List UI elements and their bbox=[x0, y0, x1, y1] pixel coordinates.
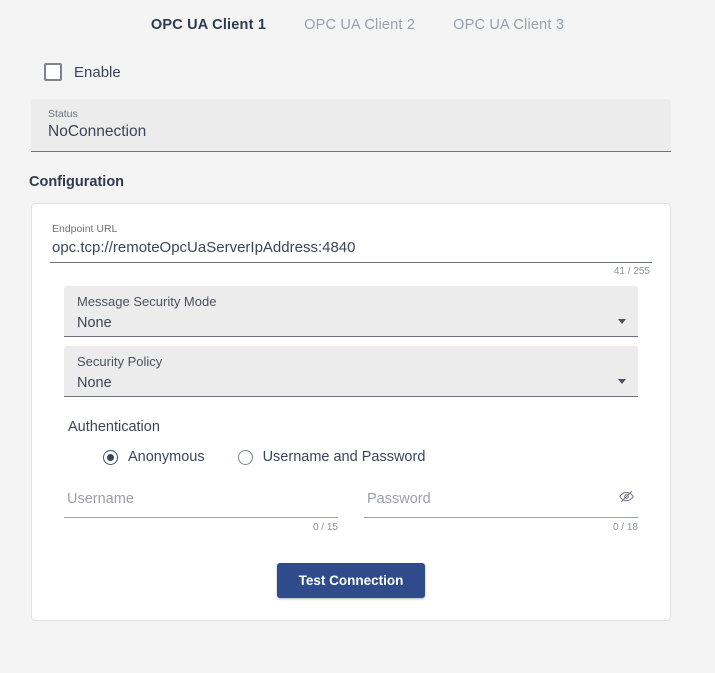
password-input[interactable]: Password bbox=[364, 491, 638, 518]
username-counter: 0 / 15 bbox=[312, 522, 338, 533]
radio-anonymous-icon[interactable] bbox=[103, 450, 118, 465]
tab-opc-ua-client-1[interactable]: OPC UA Client 1 bbox=[150, 17, 267, 33]
authentication-options bbox=[103, 449, 652, 465]
message-security-mode-select[interactable] bbox=[64, 286, 638, 337]
status-caption: Status bbox=[48, 108, 78, 120]
endpoint-url-counter: 41 / 255 bbox=[613, 266, 650, 277]
status-field bbox=[31, 99, 671, 152]
enable-label: Enable bbox=[74, 63, 121, 81]
message-security-mode-label: Message Security Mode bbox=[77, 294, 217, 309]
message-security-mode-value: None bbox=[77, 315, 112, 331]
test-connection-button[interactable]: Test Connection bbox=[277, 563, 426, 598]
endpoint-url-caption: Endpoint URL bbox=[52, 223, 118, 235]
tab-bar bbox=[0, 0, 715, 45]
eye-off-icon[interactable] bbox=[618, 489, 635, 508]
radio-anonymous[interactable] bbox=[103, 449, 205, 465]
endpoint-url-field[interactable] bbox=[50, 220, 652, 263]
test-connection-wrap bbox=[50, 563, 652, 598]
tab-opc-ua-client-3[interactable]: OPC UA Client 3 bbox=[453, 17, 565, 33]
credentials-row bbox=[64, 491, 638, 533]
radio-username-password-label: Username and Password bbox=[262, 449, 426, 465]
username-field bbox=[64, 491, 338, 533]
security-policy-label: Security Policy bbox=[77, 354, 163, 369]
password-field bbox=[364, 491, 638, 533]
radio-username-password-icon[interactable] bbox=[238, 450, 253, 465]
security-policy-value: None bbox=[77, 375, 112, 391]
radio-anonymous-label: Anonymous bbox=[128, 449, 205, 465]
password-counter: 0 / 18 bbox=[612, 522, 638, 533]
security-policy-select[interactable] bbox=[64, 346, 638, 397]
endpoint-url-input[interactable]: opc.tcp://remoteOpcUaServerIpAddress:4840 bbox=[52, 239, 356, 256]
configuration-section-title: Configuration bbox=[29, 174, 125, 190]
tab-opc-ua-client-2[interactable]: OPC UA Client 2 bbox=[304, 17, 416, 33]
enable-row bbox=[44, 63, 715, 81]
configuration-card bbox=[31, 203, 671, 621]
authentication-title: Authentication bbox=[68, 419, 160, 435]
username-input[interactable]: Username bbox=[64, 491, 338, 518]
radio-username-password[interactable] bbox=[238, 449, 426, 465]
enable-checkbox[interactable] bbox=[44, 63, 62, 81]
status-value: NoConnection bbox=[48, 123, 147, 140]
chevron-down-icon[interactable] bbox=[618, 379, 626, 384]
chevron-down-icon[interactable] bbox=[618, 319, 626, 324]
